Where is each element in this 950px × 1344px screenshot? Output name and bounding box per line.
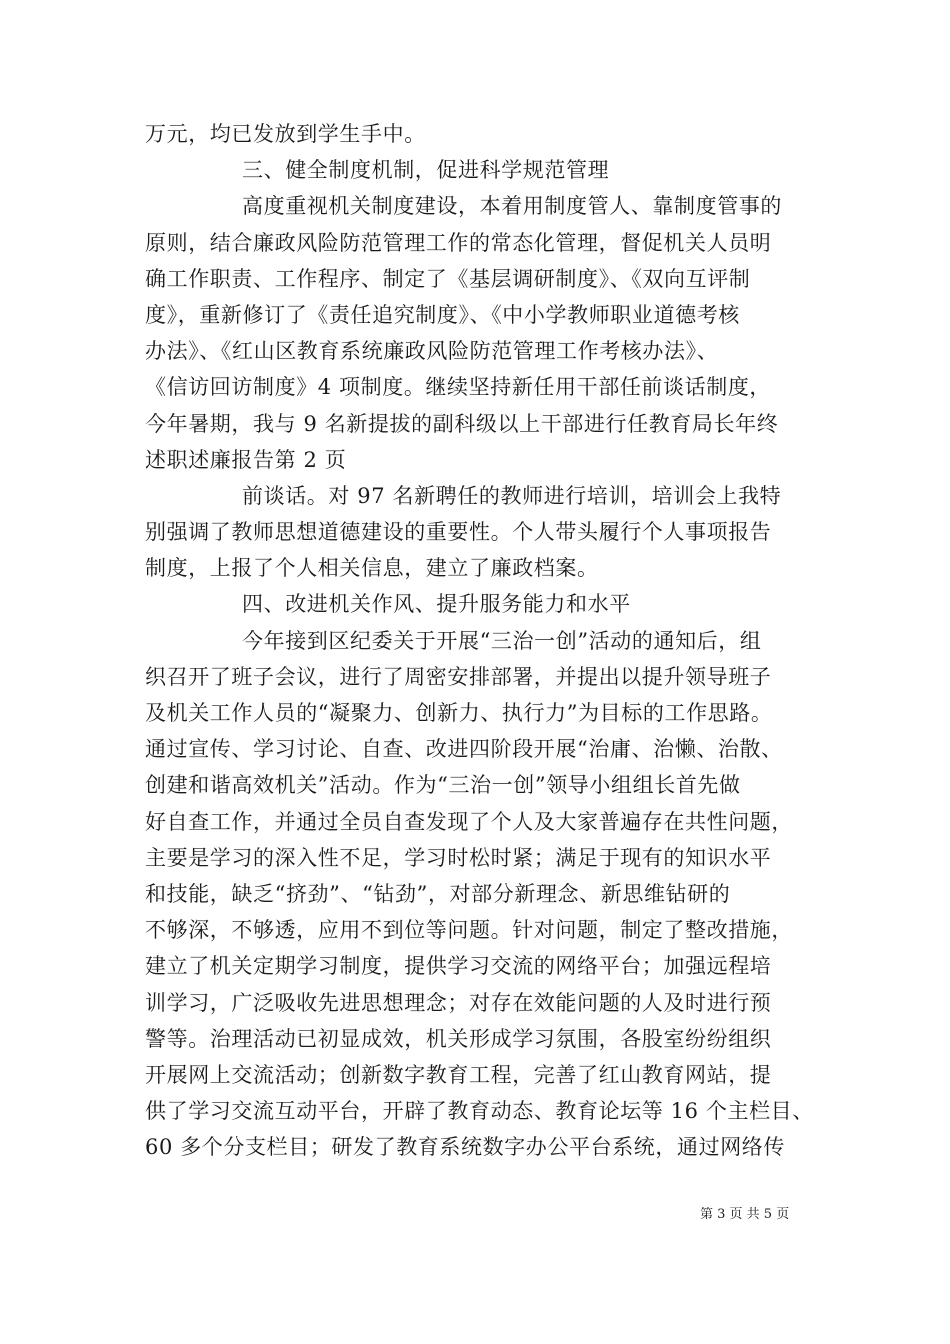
document-body: [145, 116, 814, 1165]
text-line: 度》，重新修订了《责任追究制度》、《中小学教师职业道德考核: [145, 302, 740, 327]
text-line: 述职述廉报告第 2 页: [145, 447, 347, 472]
text-line: 警等。治理活动已初显成效，机关形成学习氛围，各股室纷纷组织: [145, 1026, 772, 1051]
text-line: 织召开了班子会议，进行了周密安排部署，并提出以提升领导班子: [145, 664, 772, 689]
text-line: 高度重视机关制度建设，本着用制度管人、靠制度管事的: [242, 194, 782, 219]
text-line: 通过宣传、学习讨论、自查、改进四阶段开展“治庸、治懒、治散、: [145, 737, 783, 762]
text-line: 建立了机关定期学习制度，提供学习交流的网络平台；加强远程培: [145, 954, 772, 979]
text-line: 三、健全制度机制，促进科学规范管理: [242, 158, 610, 183]
text-line: 训学习，广泛吸收先进思想理念；对存在效能问题的人及时进行预: [145, 990, 772, 1015]
text-line: 不够深，不够透，应用不到位等问题。针对问题，制定了整改措施，: [145, 918, 793, 943]
text-line: 办法》、《红山区教育系统廉政风险防范管理工作考核办法》、: [145, 339, 719, 364]
page-number-footer: 第 3 页 共 5 页: [700, 1207, 790, 1222]
text-line: 四、改进机关作风、提升服务能力和水平: [242, 592, 631, 617]
text-line: 万元，均已发放到学生手中。: [145, 122, 426, 146]
text-line: 制度，上报了个人相关信息，建立了廉政档案。: [145, 556, 599, 581]
text-line: 主要是学习的深入性不足，学习时松时紧；满足于现有的知识水平: [145, 845, 772, 870]
text-line: 今年暑期，我与 9 名新提拔的副科级以上干部进行任教育局长年终: [145, 411, 779, 436]
text-line: 创建和谐高效机关”活动。作为“三治一创”领导小组组长首先做: [145, 773, 741, 798]
text-line: 原则，结合廉政风险防范管理工作的常态化管理，督促机关人员明: [145, 230, 772, 255]
text-line: 《信访回访制度》4 项制度。继续坚持新任用干部任前谈话制度，: [145, 375, 772, 400]
text-line: 60 多个分支栏目；研发了教育系统数字办公平台系统，通过网络传: [145, 1135, 785, 1160]
text-line: 确工作职责、工作程序、制定了《基层调研制度》、《双向互评制: [145, 266, 751, 291]
text-line: 和技能，缺乏“挤劲”、“钻劲”，对部分新理念、新思维钻研的: [145, 881, 731, 906]
text-line: 前谈话。对 97 名新聘任的教师进行培训，培训会上我特: [242, 483, 782, 508]
text-line: 及机关工作人员的“凝聚力、创新力、执行力”为目标的工作思路。: [145, 701, 773, 725]
text-line: 供了学习交流互动平台，开辟了教育动态、教育论坛等 16 个主栏目、: [145, 1099, 814, 1124]
text-line: 今年接到区纪委关于开展“三治一创”活动的通知后，组: [242, 628, 762, 653]
text-line: 好自查工作，并通过全员自查发现了个人及大家普遍存在共性问题，: [145, 809, 793, 834]
text-line: 别强调了教师思想道德建设的重要性。个人带头履行个人事项报告: [145, 520, 772, 545]
text-line: 开展网上交流活动；创新数字教育工程，完善了红山教育网站，提: [145, 1062, 772, 1087]
